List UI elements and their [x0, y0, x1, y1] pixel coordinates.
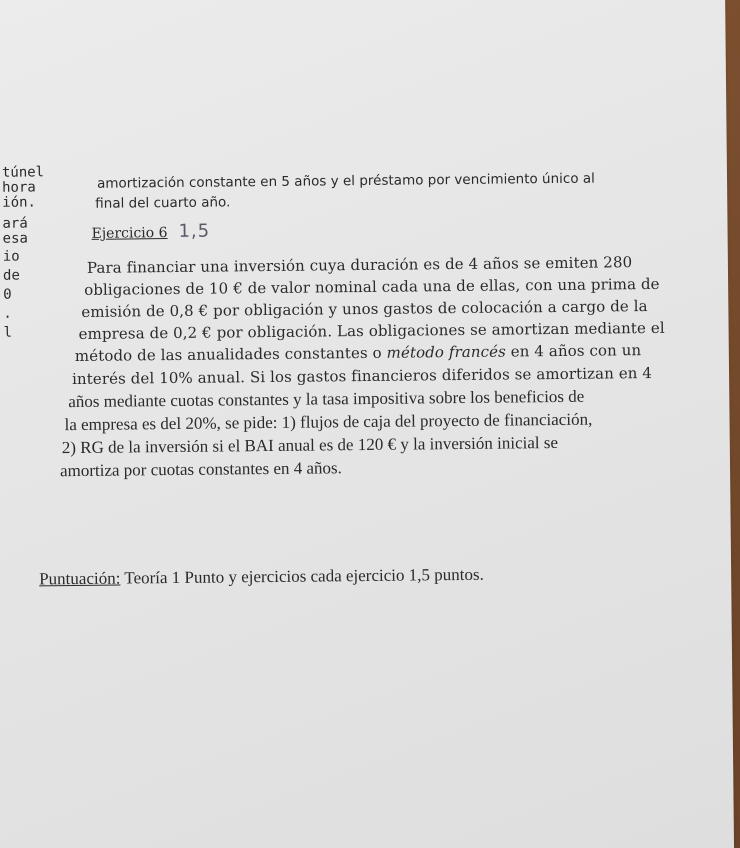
exercise-line-8: la empresa es del 20%, se pide: 1) flujos de caja del proyecto de financiación, — [64, 409, 593, 435]
margin-word: 0 — [3, 286, 12, 303]
margin-word: ión. — [2, 194, 37, 211]
margin-word: l — [3, 324, 13, 341]
previous-exercise-line-1: amortización constante en 5 años y el préstamo por vencimiento único al — [96, 170, 595, 192]
text-run: en 4 años con un — [505, 341, 642, 361]
margin-word: io — [2, 248, 20, 265]
scoring-text: Teoría 1 Punto y ejercicios cada ejercicio 1,5 puntos. — [120, 564, 484, 588]
italic-term: método francés — [386, 342, 506, 362]
text-run: método de las anualidades constantes o — [74, 343, 387, 366]
scoring-label: Puntuación: — [39, 568, 121, 589]
margin-word: esa — [2, 230, 28, 247]
previous-exercise-line-2: final del cuarto año. — [95, 194, 231, 212]
exercise-line-10: amortiza por cuotas constantes en 4 años. — [59, 458, 342, 481]
margin-word: túnel — [1, 164, 45, 181]
margin-word: hora — [1, 179, 36, 196]
exercise-line-9: 2) RG de la inversión si el BAI anual es de 120 € y la inversión inicial se — [61, 432, 559, 458]
handwritten-grade: 1,5 — [178, 220, 211, 242]
exercise-title: Ejercicio 6 — [91, 225, 168, 242]
scoring-line — [39, 565, 484, 590]
exercise-line-4: empresa de 0,2 € por obligación. Las obligaciones se amortizan mediante el — [78, 318, 665, 343]
exercise-line-6: interés del 10% anual. Si los gastos financieros diferidos se amortizan en 4 — [71, 363, 653, 389]
margin-word: . — [3, 305, 12, 322]
exercise-line-5 — [75, 341, 642, 365]
exercise-line-1: Para financiar una inversión cuya duración es de 4 años se emiten 280 — [86, 253, 633, 277]
cropped-margin-text — [2, 165, 64, 341]
exercise-line-3: emisión de 0,8 € por obligación y unos gastos de colocación a cargo de la — [81, 297, 648, 321]
exercise-line-7: años mediante cuotas constantes y la tasa impositiva sobre los beneficios de — [68, 386, 585, 412]
margin-word: ará — [2, 215, 28, 232]
exercise-line-2: obligaciones de 10 € de valor nominal cada una de ellas, con una prima de — [84, 274, 660, 299]
margin-word: de — [2, 267, 20, 284]
